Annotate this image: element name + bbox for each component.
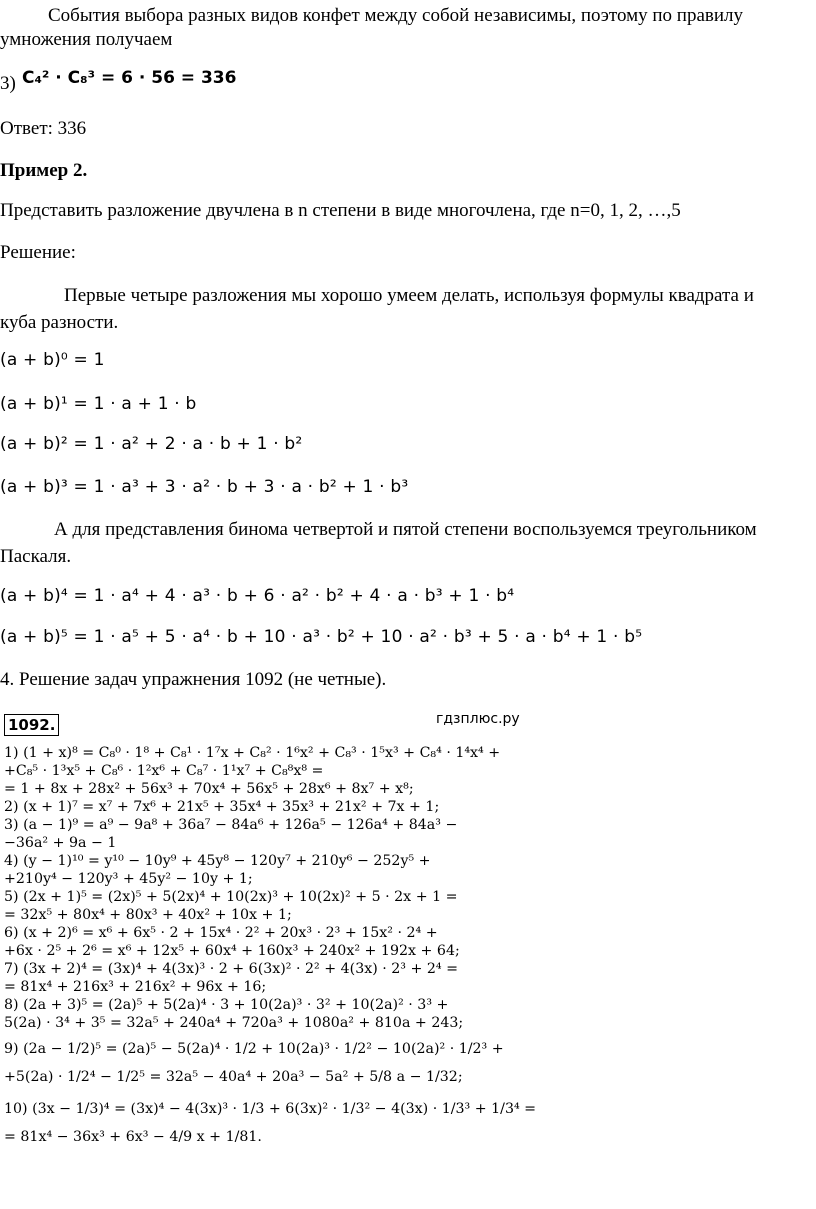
item3-label: 3) — [0, 73, 16, 94]
binomial-power-0: (a + b)⁰ = 1 — [0, 350, 105, 370]
binomial-power-5: (a + b)⁵ = 1 · a⁵ + 5 · a⁴ · b + 10 · a³ · b² + 10 · a² · b³ + 5 · a · b⁴ + 1 · b⁵ — [0, 627, 643, 647]
intro-line-1: События выбора разных видов конфет между собой независимы, поэтому по правилу — [48, 5, 744, 26]
solution-label: Решение: — [0, 242, 76, 263]
solution-line: = 32x⁵ + 80x⁴ + 80x³ + 40x² + 10x + 1; — [4, 907, 292, 923]
binomial-power-3: (a + b)³ = 1 · a³ + 3 · a² · b + 3 · a · b² + 1 · b³ — [0, 477, 409, 497]
source-site-label: гдзплюс.ру — [436, 711, 520, 727]
para1-line-2: куба разности. — [0, 312, 119, 333]
binomial-power-2: (a + b)² = 1 · a² + 2 · a · b + 1 · b² — [0, 434, 303, 454]
example-heading: Пример 2. — [0, 160, 88, 181]
solution-line: 1) (1 + x)⁸ = C₈⁰ · 1⁸ + C₈¹ · 1⁷x + C₈² · 1⁶x² + C₈³ · 1⁵x³ + C₈⁴ · 1⁴x⁴ + — [4, 745, 501, 761]
exercise-solution-block — [4, 744, 536, 1146]
solution-line: +210y⁴ − 120y³ + 45y² − 10y + 1; — [4, 871, 253, 887]
solution-line: = 81x⁴ − 36x³ + 6x³ − 4/9 x + 1/81. — [4, 1129, 262, 1145]
solution-line: +5(2a) · 1/2⁴ − 1/2⁵ = 32a⁵ − 40a⁴ + 20a³ − 5a² + 5/8 a − 1/32; — [4, 1069, 463, 1085]
solution-line: 5(2a) · 3⁴ + 3⁵ = 32a⁵ + 240a⁴ + 720a³ + 1080a² + 810a + 243; — [4, 1015, 464, 1031]
solution-line: 8) (2a + 3)⁵ = (2a)⁵ + 5(2a)⁴ · 3 + 10(2a)³ · 3² + 10(2a)² · 3³ + — [4, 997, 449, 1013]
solution-line: 9) (2a − 1/2)⁵ = (2a)⁵ − 5(2a)⁴ · 1/2 + 10(2a)³ · 1/2² − 10(2a)² · 1/2³ + — [4, 1041, 504, 1057]
example-task: Представить разложение двучлена в n степени в виде многочлена, где n=0, 1, 2, …,5 — [0, 200, 681, 221]
intro-line-2: умножения получаем — [0, 29, 173, 50]
solution-line: 3) (a − 1)⁹ = a⁹ − 9a⁸ + 36a⁷ − 84a⁶ + 126a⁵ − 126a⁴ + 84a³ − — [4, 817, 458, 833]
solution-line: 10) (3x − 1/3)⁴ = (3x)⁴ − 4(3x)³ · 1/3 + 6(3x)² · 1/3² − 4(3x) · 1/3³ + 1/3⁴ = — [4, 1101, 537, 1117]
solution-line: 6) (x + 2)⁶ = x⁶ + 6x⁵ · 2 + 15x⁴ · 2² + 20x³ · 2³ + 15x² · 2⁴ + — [4, 925, 438, 941]
answer-text: Ответ: 336 — [0, 118, 87, 139]
solution-line: +C₈⁵ · 1³x⁵ + C₈⁶ · 1²x⁶ + C₈⁷ · 1¹x⁷ + C₈⁸x⁸ = — [4, 763, 324, 779]
section-4-heading: 4. Решение задач упражнения 1092 (не четные). — [0, 669, 387, 690]
solution-line: = 1 + 8x + 28x² + 56x³ + 70x⁴ + 56x⁵ + 28x⁶ + 8x⁷ + x⁸; — [4, 781, 414, 797]
binomial-power-1: (a + b)¹ = 1 · a + 1 · b — [0, 394, 197, 414]
para1-line-1: Первые четыре разложения мы хорошо умеем делать, используя формулы квадрата и — [64, 285, 754, 306]
solution-line: −36a² + 9a − 1 — [4, 835, 117, 851]
para2-line-1: А для представления бинома четвертой и пятой степени воспользуемся треугольником — [54, 519, 757, 540]
binomial-power-4: (a + b)⁴ = 1 · a⁴ + 4 · a³ · b + 6 · a² · b² + 4 · a · b³ + 1 · b⁴ — [0, 586, 515, 606]
solution-line: 7) (3x + 2)⁴ = (3x)⁴ + 4(3x)³ · 2 + 6(3x)² · 2² + 4(3x) · 2³ + 2⁴ = — [4, 961, 459, 977]
exercise-number-badge: 1092. — [4, 714, 59, 736]
solution-line: 4) (y − 1)¹⁰ = y¹⁰ − 10y⁹ + 45y⁸ − 120y⁷ + 210y⁶ − 252y⁵ + — [4, 853, 431, 869]
solution-line: 5) (2x + 1)⁵ = (2x)⁵ + 5(2x)⁴ + 10(2x)³ + 10(2x)² + 5 · 2x + 1 = — [4, 889, 458, 905]
item3-formula: C₄² · C₈³ = 6 · 56 = 336 — [22, 68, 237, 88]
para2-line-2: Паскаля. — [0, 546, 72, 567]
solution-line: 2) (x + 1)⁷ = x⁷ + 7x⁶ + 21x⁵ + 35x⁴ + 35x³ + 21x² + 7x + 1; — [4, 799, 440, 815]
solution-line: +6x · 2⁵ + 2⁶ = x⁶ + 12x⁵ + 60x⁴ + 160x³ + 240x² + 192x + 64; — [4, 943, 460, 959]
solution-line: = 81x⁴ + 216x³ + 216x² + 96x + 16; — [4, 979, 267, 995]
